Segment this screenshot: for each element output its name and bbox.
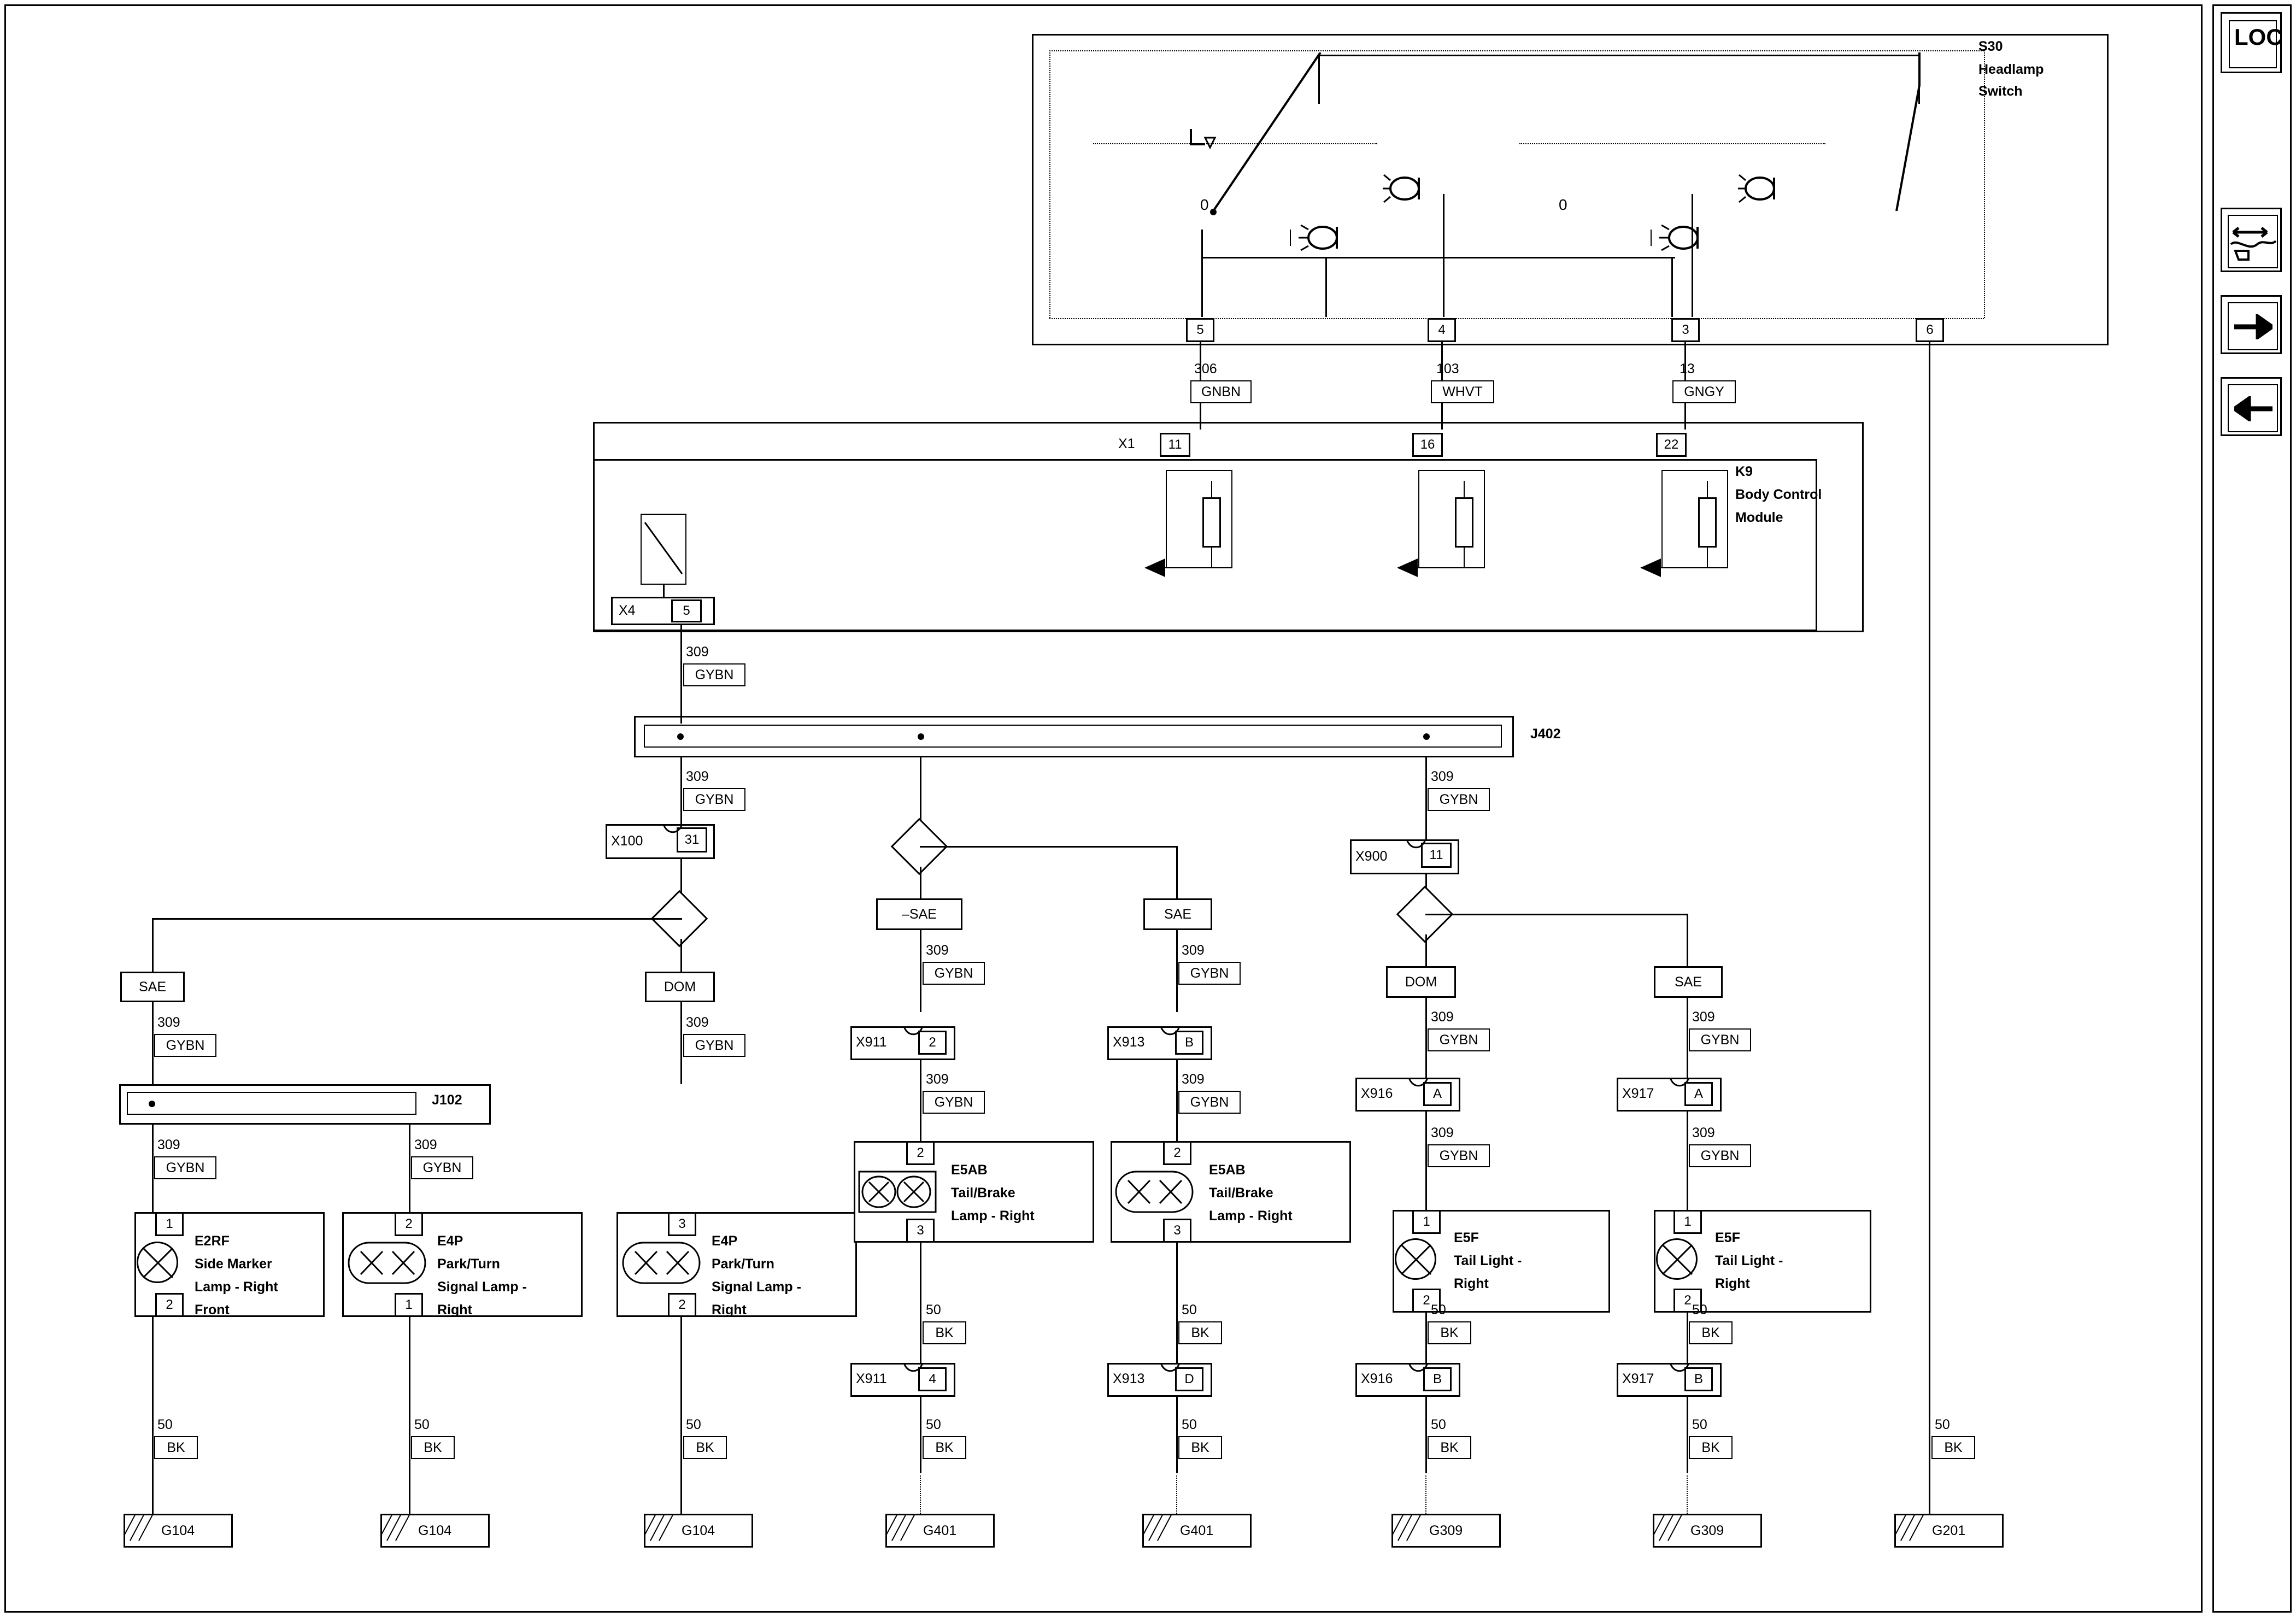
wire-50-num-i: 50 <box>1431 1417 1446 1432</box>
ground-arrow-3 <box>1639 556 1664 579</box>
headlamp-icon-1 <box>1383 169 1432 208</box>
x917-bottom-pin[interactable]: B <box>1684 1367 1713 1391</box>
wire-50-num-g: 50 <box>1182 1417 1197 1432</box>
x917-top-id: X917 <box>1622 1086 1654 1101</box>
option-tag-dom-2[interactable]: DOM <box>1386 966 1456 998</box>
k9-name-line2: Module <box>1735 510 1783 525</box>
wire-50-color-g: BK <box>1178 1436 1222 1459</box>
wire-309-num-c: 309 <box>157 1015 180 1030</box>
wire-50-num-b: 50 <box>414 1417 430 1432</box>
headlamp-icon-2 <box>1738 169 1787 208</box>
wire-103-color: WHVT <box>1431 380 1494 403</box>
bcm-circuit-1 <box>1166 470 1232 568</box>
wire-50-num-f: 50 <box>1182 1302 1197 1318</box>
wire-309-num-o: 309 <box>1692 1125 1715 1140</box>
loc-button[interactable] <box>2221 12 2282 73</box>
x911-top-pin[interactable]: 2 <box>918 1031 947 1055</box>
ground-g201-label: G201 <box>1932 1522 1966 1538</box>
option-tag-not-sae[interactable]: –SAE <box>876 898 962 930</box>
ground-g401-2-label: G401 <box>1180 1522 1214 1538</box>
wire-309-num-f: 309 <box>414 1137 437 1153</box>
wire-50-color-e: BK <box>923 1436 966 1459</box>
e4p-line2: Signal Lamp - <box>712 1279 801 1295</box>
ground-g104-1[interactable] <box>124 1514 233 1548</box>
x900-pin[interactable]: 11 <box>1421 843 1452 868</box>
wire-50-num-k: 50 <box>1692 1417 1707 1432</box>
e2rf-line3: Front <box>195 1302 230 1318</box>
e2rf-line2: Lamp - Right <box>195 1279 278 1295</box>
e2rf-line1: Side Marker <box>195 1256 272 1272</box>
wire-309-color-h: GYBN <box>1178 962 1241 985</box>
wire-103-num: 103 <box>1436 361 1459 377</box>
x911-bottom-id: X911 <box>856 1371 887 1386</box>
e5ab-2-pin-top[interactable]: 2 <box>1163 1141 1191 1165</box>
e4p-front-pin-top[interactable]: 2 <box>395 1212 423 1236</box>
wire-50-num-e: 50 <box>926 1417 941 1432</box>
wire-309-color-j: GYBN <box>1178 1091 1241 1114</box>
ground-g401-1[interactable] <box>885 1514 995 1548</box>
ground-g104-3[interactable] <box>644 1514 753 1548</box>
wire-50-color-j: BK <box>1689 1321 1733 1344</box>
wire-309-num-h: 309 <box>1182 943 1205 958</box>
s30-pin-3[interactable]: 3 <box>1671 318 1700 342</box>
wire-309-color-m: GYBN <box>1689 1028 1751 1051</box>
e5ab-1-line1: Tail/Brake <box>951 1185 1015 1201</box>
wire-13-color: GNGY <box>1672 380 1736 403</box>
x913-bottom-id: X913 <box>1113 1371 1145 1386</box>
e2rf-id: E2RF <box>195 1233 230 1249</box>
e4p-front-line2: Signal Lamp - <box>437 1279 527 1295</box>
wire-309-num-l: 309 <box>1431 1009 1454 1025</box>
e5ab-2-line1: Tail/Brake <box>1209 1185 1273 1201</box>
ground-g104-2-label: G104 <box>418 1522 452 1538</box>
ground-g309-1[interactable] <box>1391 1514 1501 1548</box>
e4p-front-line1: Park/Turn <box>437 1256 500 1272</box>
wire-309-num-e: 309 <box>157 1137 180 1153</box>
wire-309-color-l: GYBN <box>1428 1028 1490 1051</box>
wire-309-color-g: GYBN <box>923 962 985 985</box>
wire-50-num-h: 50 <box>1431 1302 1446 1318</box>
e5ab-2-line2: Lamp - Right <box>1209 1208 1293 1224</box>
wire-50-color-l: BK <box>1931 1436 1975 1459</box>
j402-splice-inner <box>644 725 1502 748</box>
x916-top-id: X916 <box>1361 1086 1393 1101</box>
wire-309-num-b: 309 <box>686 769 709 784</box>
option-tag-sae-1[interactable]: SAE <box>120 972 185 1002</box>
switch-contacts-2 <box>1858 52 1989 233</box>
e2rf-pin-bottom[interactable]: 2 <box>155 1293 184 1317</box>
wire-50-color-f: BK <box>1178 1321 1222 1344</box>
wire-50-color-c: BK <box>683 1436 727 1459</box>
parking-lamp-icon-2 <box>1651 219 1711 257</box>
wire-50-color-h: BK <box>1428 1321 1471 1344</box>
wire-309-color-e: GYBN <box>154 1156 216 1179</box>
wire-309-color-a: GYBN <box>683 663 745 686</box>
wire-50-color-k: BK <box>1689 1436 1733 1459</box>
ground-g309-1-label: G309 <box>1429 1522 1463 1538</box>
driver-symbol-icon <box>641 514 688 586</box>
x900-id: X900 <box>1355 849 1388 864</box>
k9-id: K9 <box>1735 464 1753 479</box>
wire-50-num-j: 50 <box>1692 1302 1707 1318</box>
e4p-front-pin-bottom[interactable]: 1 <box>395 1293 423 1317</box>
x911-top-id: X911 <box>856 1034 887 1050</box>
s30-pin-5[interactable]: 5 <box>1186 318 1214 342</box>
arrow-right-icon <box>2234 314 2272 339</box>
ground-g309-2[interactable] <box>1653 1514 1762 1548</box>
ground-g104-2[interactable] <box>380 1514 490 1548</box>
e4p-pin-bottom[interactable]: 2 <box>668 1293 696 1317</box>
switch-position-0-left: 0 <box>1200 196 1209 213</box>
e2rf-pin-top[interactable]: 1 <box>155 1212 184 1236</box>
x916-bottom-pin[interactable]: B <box>1423 1367 1452 1391</box>
x100-pin[interactable]: 31 <box>677 827 707 852</box>
e4p-pin-top[interactable]: 3 <box>668 1212 696 1236</box>
x100-connector-arc <box>662 824 684 838</box>
e5ab-1-id: E5AB <box>951 1162 988 1178</box>
k9-x1-label: X1 <box>1118 436 1135 451</box>
wire-309-num-i: 309 <box>926 1072 949 1087</box>
x917-bottom-id: X917 <box>1622 1371 1654 1386</box>
s30-name-line2: Switch <box>1978 84 2023 99</box>
wire-309-num-a: 309 <box>686 644 709 660</box>
wire-50-color-b: BK <box>411 1436 455 1459</box>
x911-bottom-pin[interactable]: 4 <box>918 1367 947 1391</box>
j402-id: J402 <box>1530 726 1561 742</box>
wire-50-num-a: 50 <box>157 1417 173 1432</box>
wire-309-num-g: 309 <box>926 943 949 958</box>
wire-50-num-d: 50 <box>926 1302 941 1318</box>
wire-50-color-a: BK <box>154 1436 198 1459</box>
e5ab-2-id: E5AB <box>1209 1162 1246 1178</box>
x913-bottom-pin[interactable]: D <box>1175 1367 1203 1391</box>
e5f-1-pin-bottom[interactable]: 2 <box>1412 1289 1441 1313</box>
highlight-path-button[interactable] <box>2221 208 2282 272</box>
e4p-front-bulb-icon <box>347 1239 428 1286</box>
e5f-2-pin-bottom[interactable]: 2 <box>1673 1289 1702 1313</box>
parking-lamp-icon-1 <box>1290 219 1350 257</box>
next-button[interactable] <box>2221 295 2282 354</box>
loc-button-label: LOC <box>2234 24 2283 50</box>
switch-position-0-right: 0 <box>1559 196 1567 213</box>
option-tag-sae-2[interactable]: SAE <box>1143 898 1212 930</box>
wire-50-color-i: BK <box>1428 1436 1471 1459</box>
k9-x4-label: X4 <box>619 603 636 618</box>
wire-13-num: 13 <box>1680 361 1695 377</box>
k9-x1-pin-16[interactable]: 16 <box>1412 433 1443 457</box>
s30-name-line1: Headlamp <box>1978 62 2044 77</box>
e5f-1-pin-top[interactable]: 1 <box>1412 1210 1441 1234</box>
e4p-line1: Park/Turn <box>712 1256 774 1272</box>
e5f-2-line2: Right <box>1715 1276 1750 1291</box>
ground-g401-2[interactable] <box>1142 1514 1252 1548</box>
e4p-bulb-icon <box>621 1239 703 1286</box>
bcm-circuit-3 <box>1661 470 1728 568</box>
j102-splice-inner <box>127 1092 416 1115</box>
k9-name-line1: Body Control <box>1735 487 1822 502</box>
ground-g309-2-label: G309 <box>1690 1522 1724 1538</box>
wire-309-color-b: GYBN <box>683 788 745 811</box>
wire-309-color-i: GYBN <box>923 1091 985 1114</box>
bcm-circuit-2 <box>1418 470 1485 568</box>
e5f-1-id: E5F <box>1454 1230 1479 1245</box>
e5ab-2-bulb-icon <box>1114 1168 1196 1215</box>
e5f-2-id: E5F <box>1715 1230 1740 1245</box>
x917-top-pin[interactable]: A <box>1684 1082 1713 1106</box>
e4p-front-id: E4P <box>437 1233 463 1249</box>
option-tag-sae-3[interactable]: SAE <box>1654 966 1723 998</box>
wire-309-num-k: 309 <box>1431 769 1454 784</box>
switch-glyph-icon <box>1189 126 1232 158</box>
wire-309-color-k: GYBN <box>1428 788 1490 811</box>
ground-g104-1-label: G104 <box>161 1522 195 1538</box>
path-icon <box>2230 216 2277 266</box>
wire-50-color-d: BK <box>923 1321 966 1344</box>
e5ab-1-line2: Lamp - Right <box>951 1208 1035 1224</box>
e5ab-2-pin-bottom[interactable]: 3 <box>1163 1219 1191 1243</box>
arrow-left-icon <box>2234 396 2272 421</box>
k9-x1-pin-22[interactable]: 22 <box>1656 433 1687 457</box>
e5ab-1-bulb-icon <box>857 1168 939 1215</box>
previous-button[interactable] <box>2221 377 2282 436</box>
e4p-front-line3: Right <box>437 1302 472 1318</box>
wire-309-num-d: 309 <box>686 1015 709 1030</box>
wire-309-num-j: 309 <box>1182 1072 1205 1087</box>
x100-id: X100 <box>611 833 643 849</box>
x913-top-pin[interactable]: B <box>1175 1031 1203 1055</box>
ground-g401-1-label: G401 <box>923 1522 957 1538</box>
ground-g201[interactable] <box>1894 1514 2004 1548</box>
s30-pin-6[interactable]: 6 <box>1916 318 1944 342</box>
wire-306-color: GNBN <box>1190 380 1252 403</box>
wire-309-num-m: 309 <box>1692 1009 1715 1025</box>
k9-x4-pin-5[interactable]: 5 <box>671 599 702 622</box>
e4p-id: E4P <box>712 1233 738 1249</box>
wire-309-color-o: GYBN <box>1689 1144 1751 1167</box>
x916-top-pin[interactable]: A <box>1423 1082 1452 1106</box>
wire-309-color-f: GYBN <box>411 1156 473 1179</box>
e5f-2-line1: Tail Light - <box>1715 1253 1783 1268</box>
wire-309-num-n: 309 <box>1431 1125 1454 1140</box>
e5f-1-line1: Tail Light - <box>1454 1253 1522 1268</box>
wire-50-num-c: 50 <box>686 1417 701 1432</box>
e5ab-1-pin-bottom[interactable]: 3 <box>906 1219 935 1243</box>
ground-g104-3-label: G104 <box>682 1522 715 1538</box>
e5ab-1-pin-top[interactable]: 2 <box>906 1141 935 1165</box>
wire-50-num-l: 50 <box>1935 1417 1950 1432</box>
ground-arrow-1 <box>1143 556 1168 579</box>
e4p-line3: Right <box>712 1302 747 1318</box>
j102-id: J102 <box>432 1092 462 1108</box>
wire-306-num: 306 <box>1194 361 1217 377</box>
x916-bottom-id: X916 <box>1361 1371 1393 1386</box>
x913-top-id: X913 <box>1113 1034 1145 1050</box>
wire-309-color-c: GYBN <box>154 1034 216 1057</box>
s30-pin-4[interactable]: 4 <box>1428 318 1456 342</box>
ground-arrow-2 <box>1396 556 1421 579</box>
wire-309-color-d: GYBN <box>683 1034 745 1057</box>
k9-x1-pin-11[interactable]: 11 <box>1160 433 1190 457</box>
s30-id: S30 <box>1978 39 2003 54</box>
wire-309-color-n: GYBN <box>1428 1144 1490 1167</box>
e5f-1-line2: Right <box>1454 1276 1489 1291</box>
e5f-2-pin-top[interactable]: 1 <box>1673 1210 1702 1234</box>
option-tag-dom-1[interactable]: DOM <box>645 972 715 1002</box>
